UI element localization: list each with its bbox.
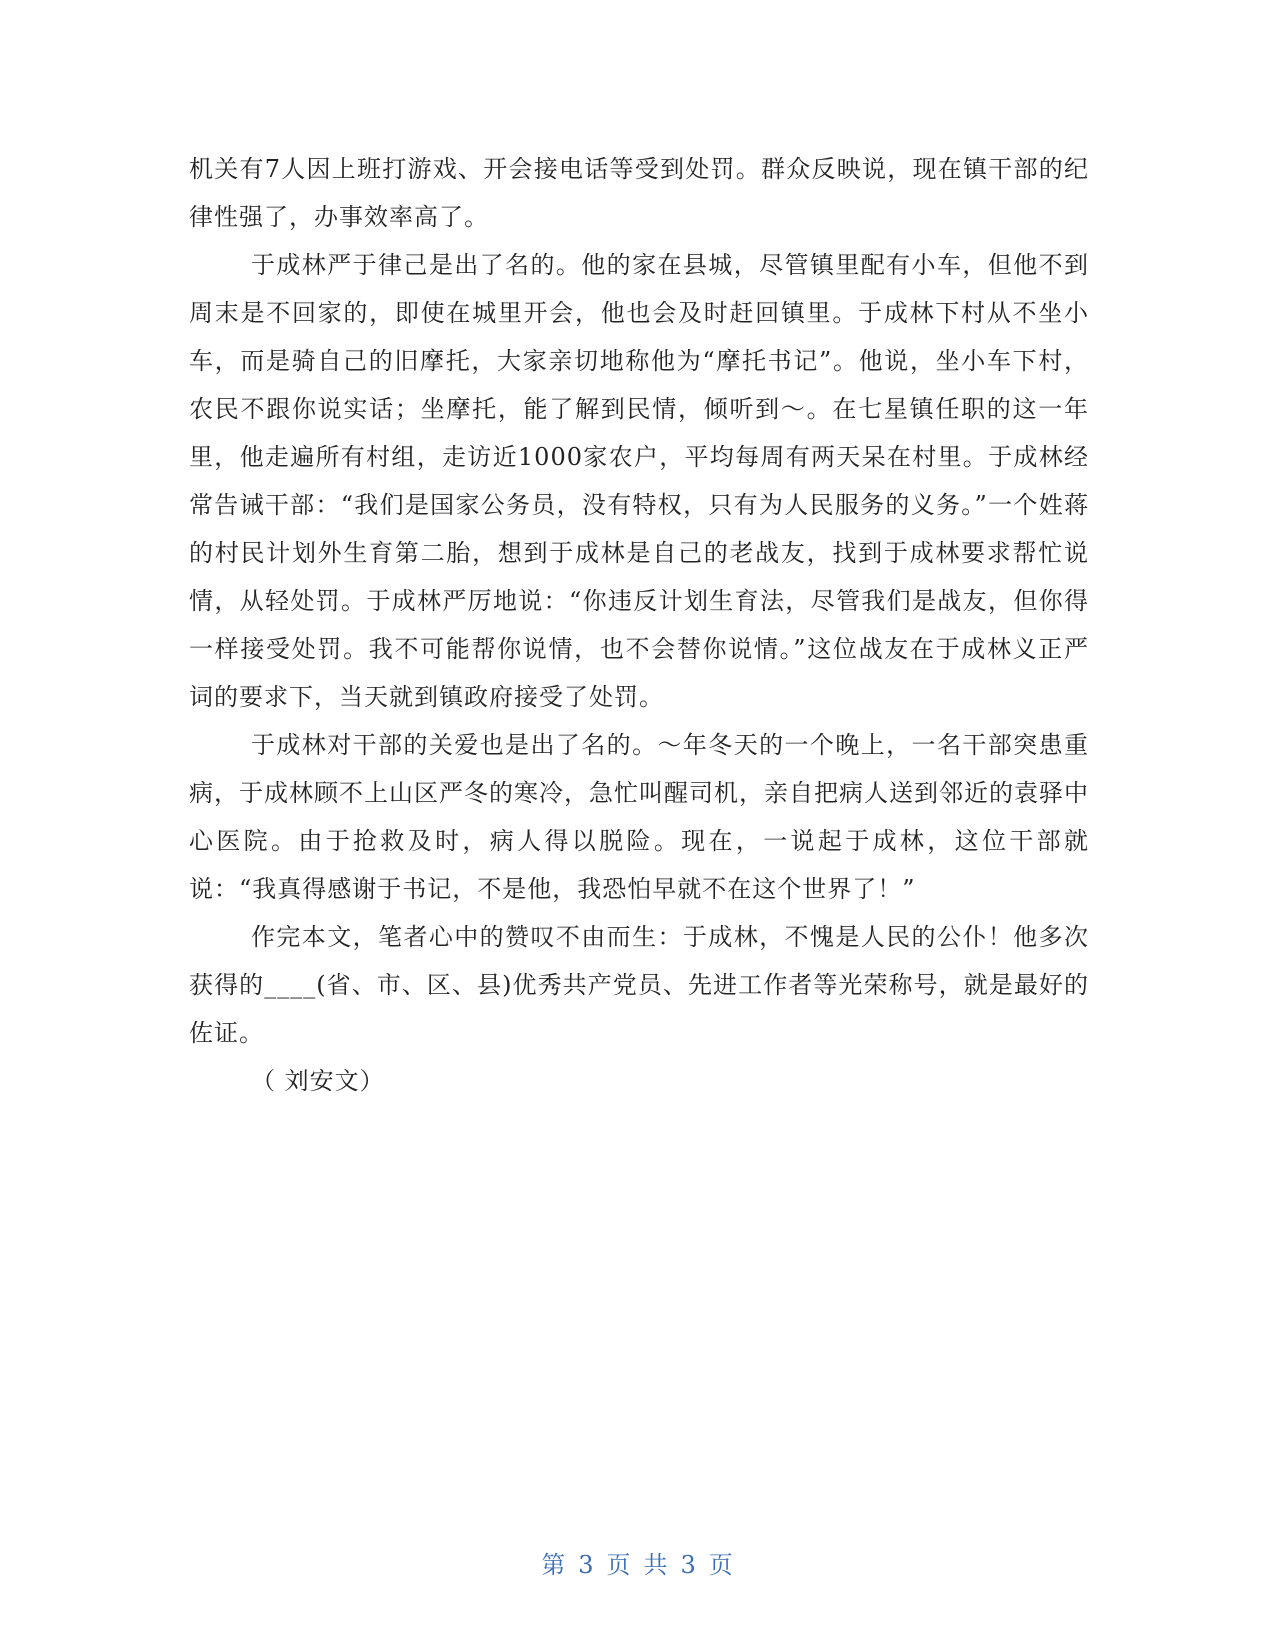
paragraph-1: 机关有7人因上班打游戏、开会接电话等受到处罚。群众反映说，现在镇干部的纪律性强了，办事效率高了。 [189,155,1089,231]
paragraph-3: 于成林对干部的关爱也是出了名的。～年冬天的一个晚上，一名干部突患重病，于成林顾不上山区严冬的寒冷，急忙叫醒司机，亲自把病人送到邻近的袁驿中心医院。由于抢救及时，病人得以脱险。现在，一说起于成林，这位干部就说：“我真得感谢于书记，不是他，我恐怕早就不在这个世界了！” [189,731,1089,903]
paragraph-2: 于成林严于律己是出了名的。他的家在县城，尽管镇里配有小车，但他不到周末是不回家的，即使在城里开会，他也会及时赶回镇里。于成林下村从不坐小车，而是骑自己的旧摩托，大家亲切地称他为“摩托书记”。他说，坐小车下村，农民不跟你说实话；坐摩托，能了解到民情，倾听到～。在七星镇任职的这一年里，他走遍所有村组，走访近1000家农户，平均每周有两天呆在村里。于成林经常告诫干部：“我们是国家公务员，没有特权，只有为人民服务的义务。”一个姓蒋的村民计划外生育第二胎，想到于成林是自己的老战友，找到于成林要求帮忙说情，从轻处罚。于成林严厉地说：“你违反计划生育法，尽管我们是战友，但你得一样接受处罚。我不可能帮你说情，也不会替你说情。”这位战友在于成林义正严词的要求下，当天就到镇政府接受了处罚。 [189,251,1089,711]
document-body [189,145,1089,1105]
paragraph-4: 作完本文，笔者心中的赞叹不由而生：于成林，不愧是人民的公仆！他多次获得的____(省、市、区、县)优秀共产党员、先进工作者等光荣称号，就是最好的佐证。 [189,923,1089,1047]
footer-page-word: 页 [606,1551,632,1579]
author-signature: （ 刘安文） [251,1067,385,1095]
footer-total-suffix: 页 [708,1551,734,1579]
footer-prefix: 第 [541,1551,567,1579]
footer-total-prefix: 共 [643,1551,669,1579]
footer-current-page: 3 [578,1551,595,1579]
footer-total-pages: 3 [680,1551,697,1579]
page-footer [0,1545,1275,1580]
